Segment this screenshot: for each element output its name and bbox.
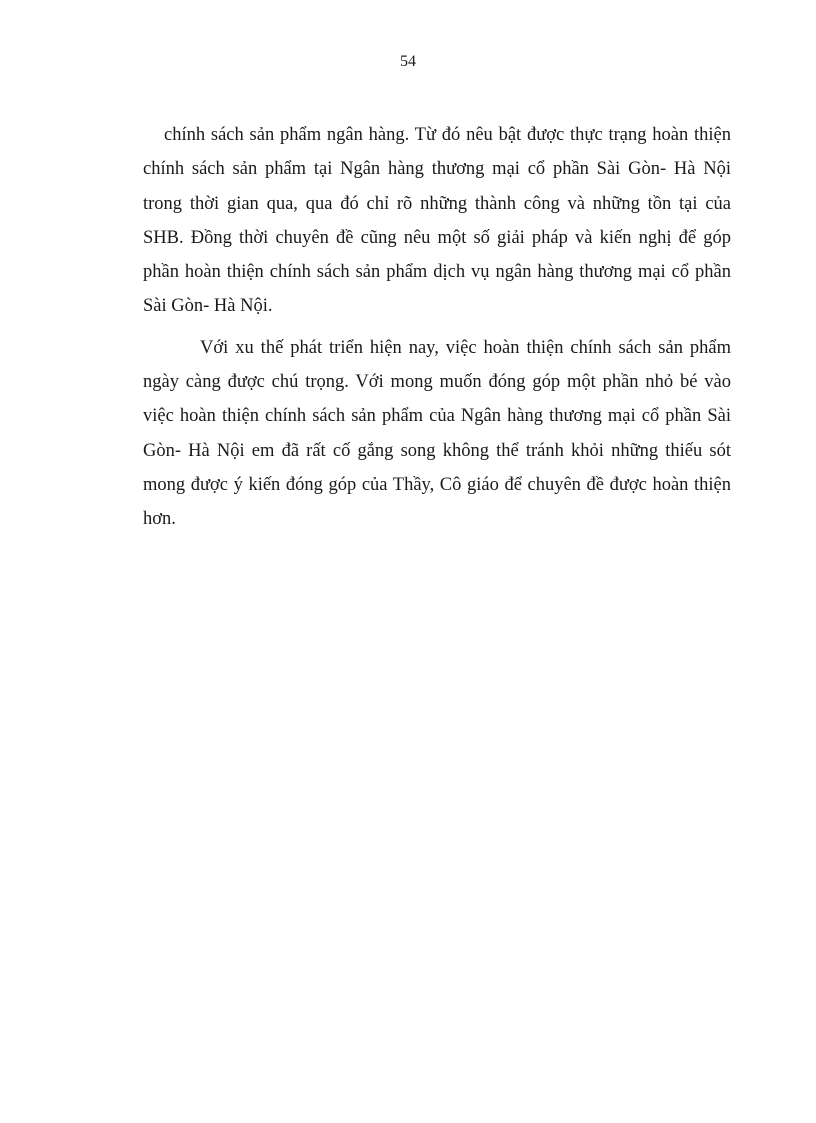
text-line: Gòn- Hà Nội em đã rất cố gắng song không thể tránh khỏi những thiếu sót <box>143 440 731 461</box>
body-text <box>143 118 731 537</box>
text-line: ngày càng được chú trọng. Với mong muốn đóng góp một phần nhỏ bé vào <box>143 372 731 393</box>
text-line: SHB. Đồng thời chuyên đề cũng nêu một số giải pháp và kiến nghị để góp <box>143 227 731 248</box>
text-line: trong thời gian qua, qua đó chỉ rõ những thành công và những tồn tại của <box>143 193 731 214</box>
text-line: Với xu thế phát triển hiện nay, việc hoàn thiện chính sách sản phẩm <box>200 337 731 358</box>
page-number: 54 <box>400 53 416 70</box>
paragraph-1 <box>143 118 731 324</box>
text-line: hơn. <box>143 509 176 530</box>
text-line: Sài Gòn- Hà Nội. <box>143 296 273 317</box>
text-line: mong được ý kiến đóng góp của Thầy, Cô giáo để chuyên đề được hoàn thiện <box>143 474 731 495</box>
text-line: chính sách sản phẩm ngân hàng. Từ đó nêu bật được thực trạng hoàn thiện <box>164 125 731 145</box>
text-line: việc hoàn thiện chính sách sản phẩm của Ngân hàng thương mại cổ phần Sài <box>143 406 731 427</box>
text-line: chính sách sản phẩm tại Ngân hàng thương mại cổ phần Sài Gòn- Hà Nội <box>143 159 731 180</box>
paragraph-2 <box>143 331 731 537</box>
text-line: phần hoàn thiện chính sách sản phẩm dịch vụ ngân hàng thương mại cổ phần <box>143 262 731 283</box>
